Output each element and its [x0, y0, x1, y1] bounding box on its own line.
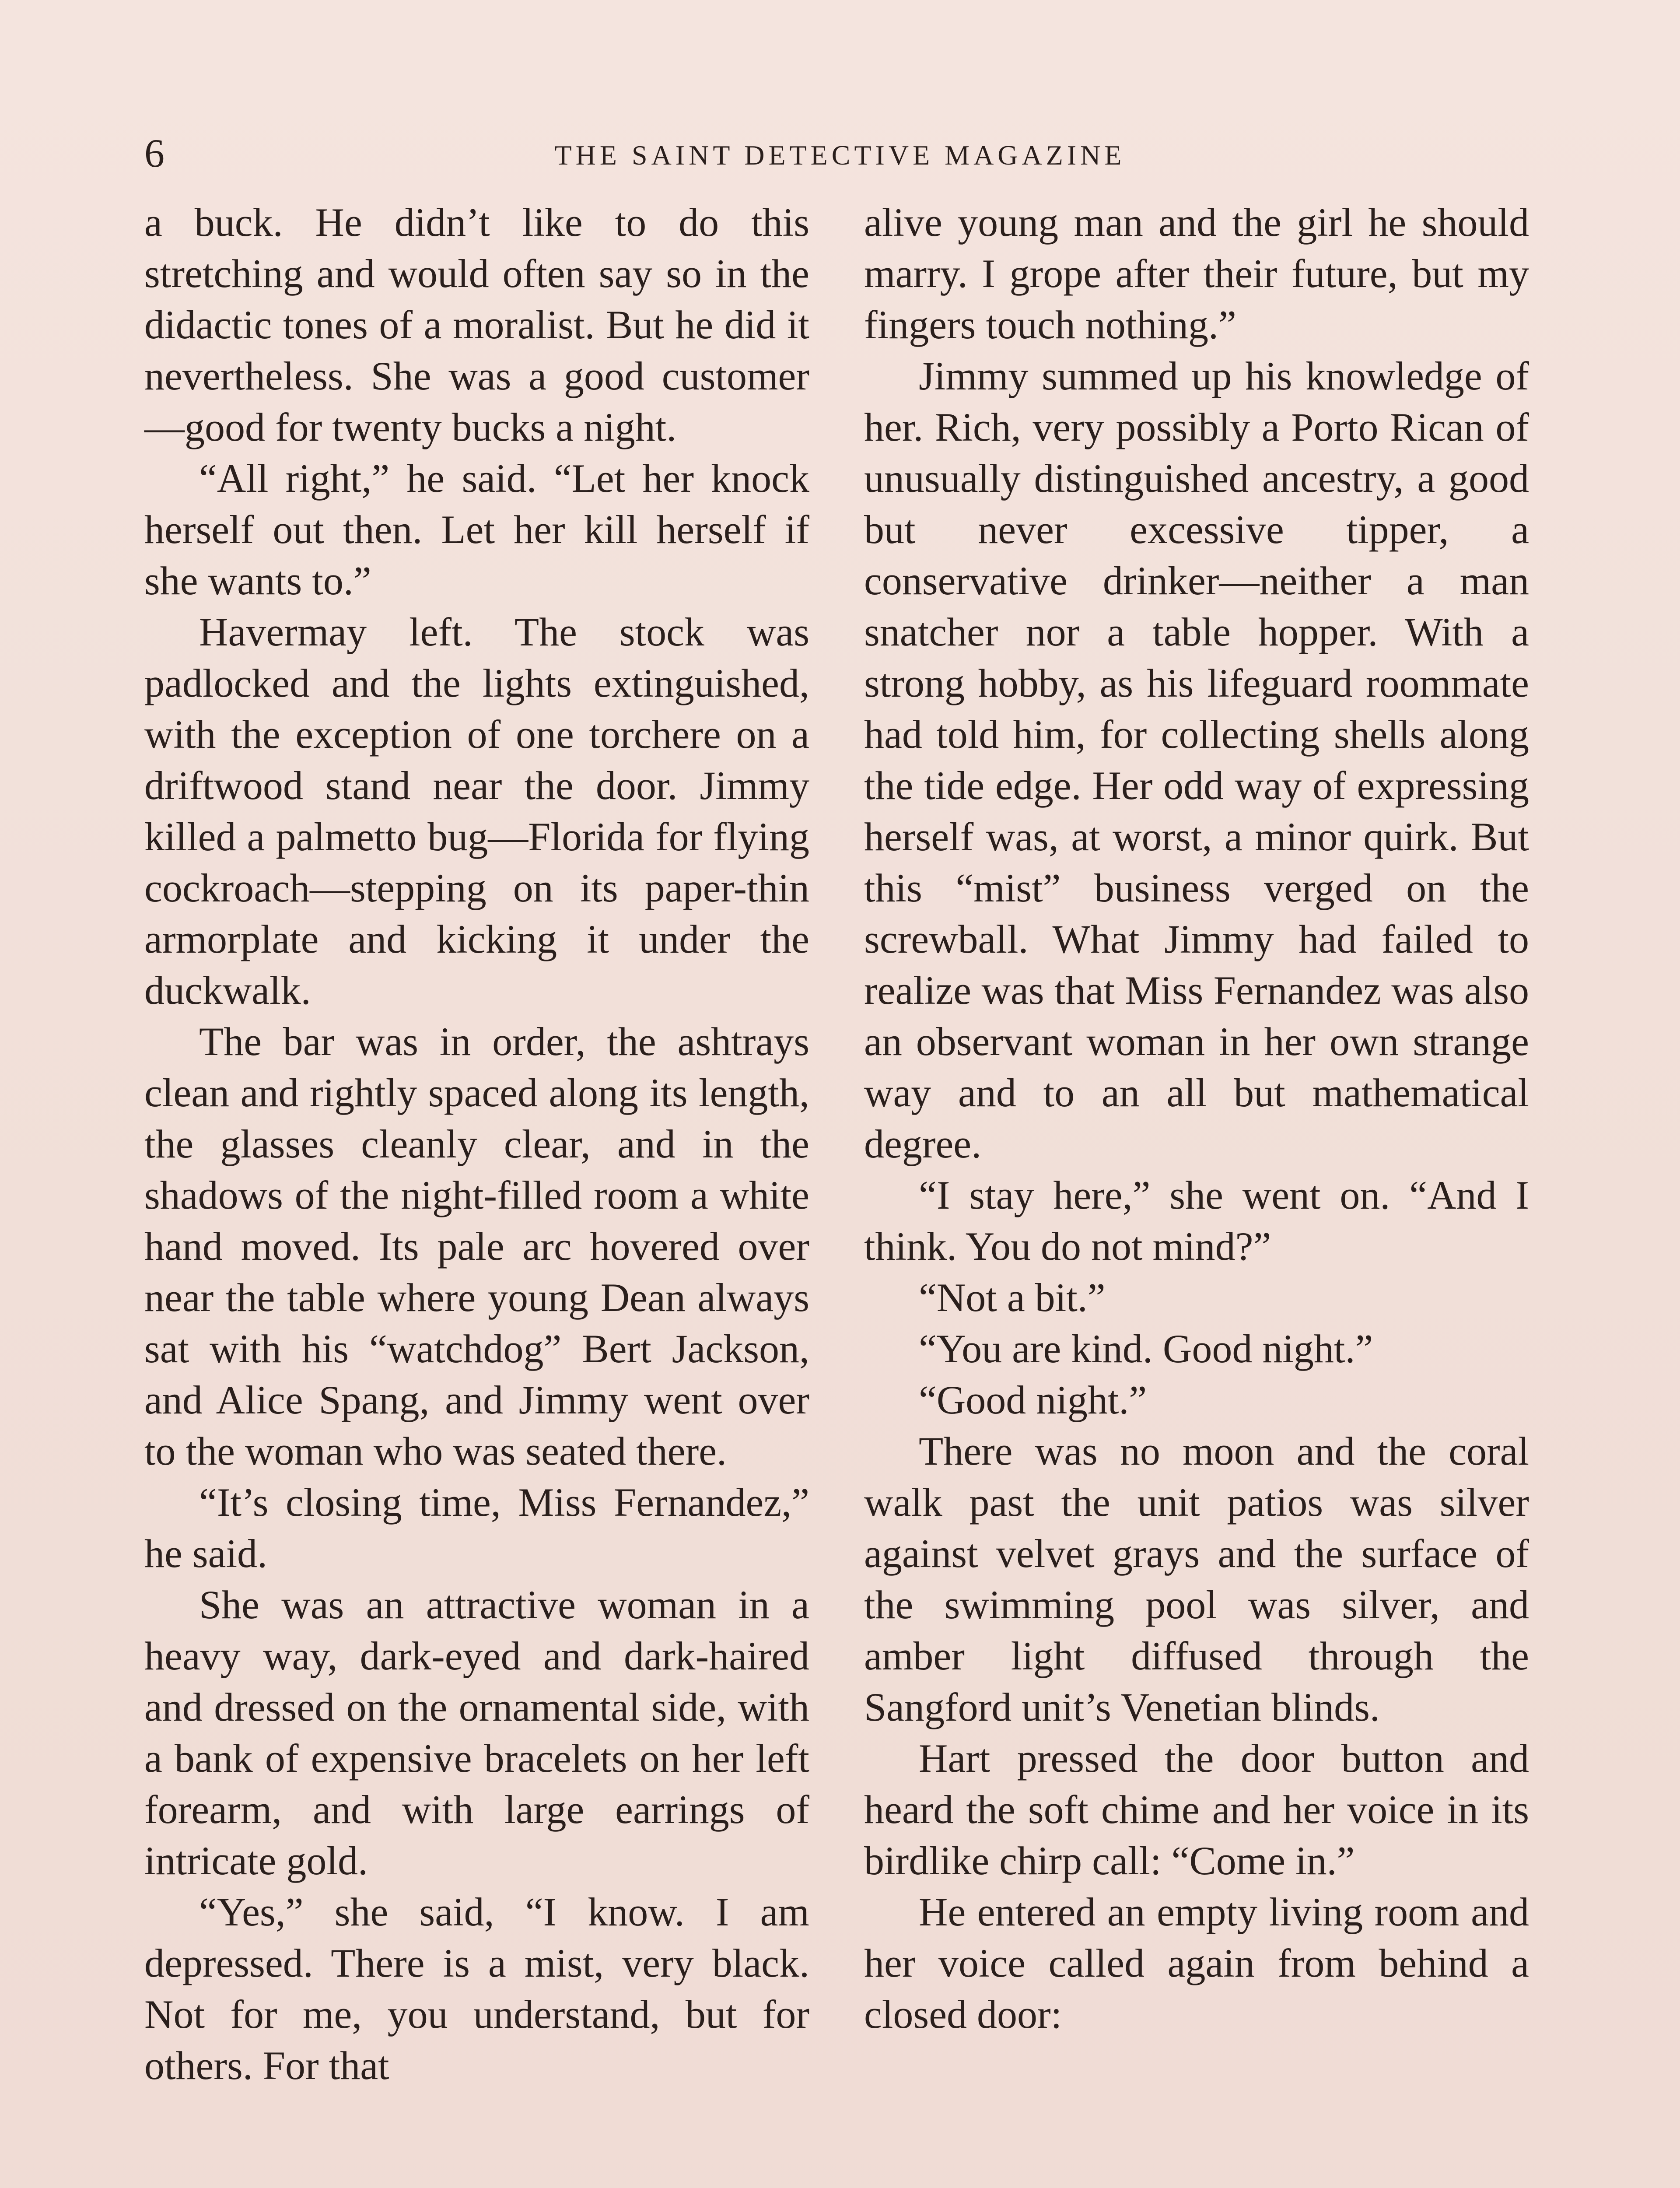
paragraph: Jimmy summed up his knowledge of her. Rich, very possibly a Porto Rican of unusually distinguished ancestry, a good but never excessive tipper, a conservative drinker—neither a man snatcher nor a table hopper. With a strong hobby, as his lifeguard roommate had told him, for collecting shells along the tide edge. Her odd way of expressing herself was, at worst, a minor quirk. But this “mist” business verged on the screwball. What Jimmy had failed to realize was that Miss Fernandez was also an observant woman in her own strange way and to an all but mathematical degree.: [864, 354, 1529, 1166]
paragraph: “All right,” he said. “Let her knock herself out then. Let her kill herself if she wants to.”: [144, 456, 809, 603]
page-header: [144, 127, 1536, 179]
left-column: [144, 197, 809, 2091]
paragraph: “Yes,” she said, “I know. I am depressed. There is a mist, very black. Not for me, you understand, but for others. For that: [144, 1890, 809, 2088]
paragraph: He entered an empty living room and her voice called again from behind a closed door:: [864, 1890, 1529, 2037]
running-head: THE SAINT DETECTIVE MAGAZINE: [554, 140, 1126, 171]
paragraph: Havermay left. The stock was padlocked and the lights extinguished, with the exception of one torchere on a driftwood stand near the door. Jimmy killed a palmetto bug—Florida for flying cockroach—stepping on its paper-thin armorplate and kicking it under the duckwalk.: [144, 610, 809, 1013]
paragraph: Hart pressed the door button and heard the soft chime and her voice in its birdlike chirp call: “Come in.”: [864, 1736, 1529, 1883]
paragraph: “It’s closing time, Miss Fernandez,” he said.: [144, 1480, 809, 1576]
paragraph: “You are kind. Good night.”: [919, 1326, 1373, 1371]
paragraph: The bar was in order, the ashtrays clean and rightly spaced along its length, the glasses cleanly clear, and in the shadows of the night-filled room a white hand moved. Its pale arc hovered over near the table where young Dean always sat with his “watchdog” Bert Jackson, and Alice Spang, and Jimmy went over to the woman who was seated there.: [144, 1019, 809, 1473]
paragraph: a buck. He didn’t like to do this stretching and would often say so in the didactic tones of a moralist. But he did it nevertheless. She was a good customer—good for twenty bucks a night.: [144, 200, 809, 449]
paragraph: alive young man and the girl he should marry. I grope after their future, but my fingers touch nothing.”: [864, 200, 1529, 347]
paragraph: There was no moon and the coral walk past the unit patios was silver against velvet grays and the surface of the swimming pool was silver, and amber light diffused through the Sangford unit’s Venetian blinds.: [864, 1429, 1529, 1729]
paragraph: “Not a bit.”: [919, 1275, 1106, 1320]
paragraph: She was an attractive woman in a heavy way, dark-eyed and dark-haired and dressed on the ornamental side, with a bank of expensive bracelets on her left forearm, and with large earrings of intricate gold.: [144, 1582, 809, 1883]
right-column: [864, 197, 1529, 2040]
paragraph: “Good night.”: [919, 1378, 1147, 1422]
paragraph: “I stay here,” she went on. “And I think. You do not mind?”: [864, 1173, 1529, 1269]
page-number: 6: [144, 131, 164, 175]
